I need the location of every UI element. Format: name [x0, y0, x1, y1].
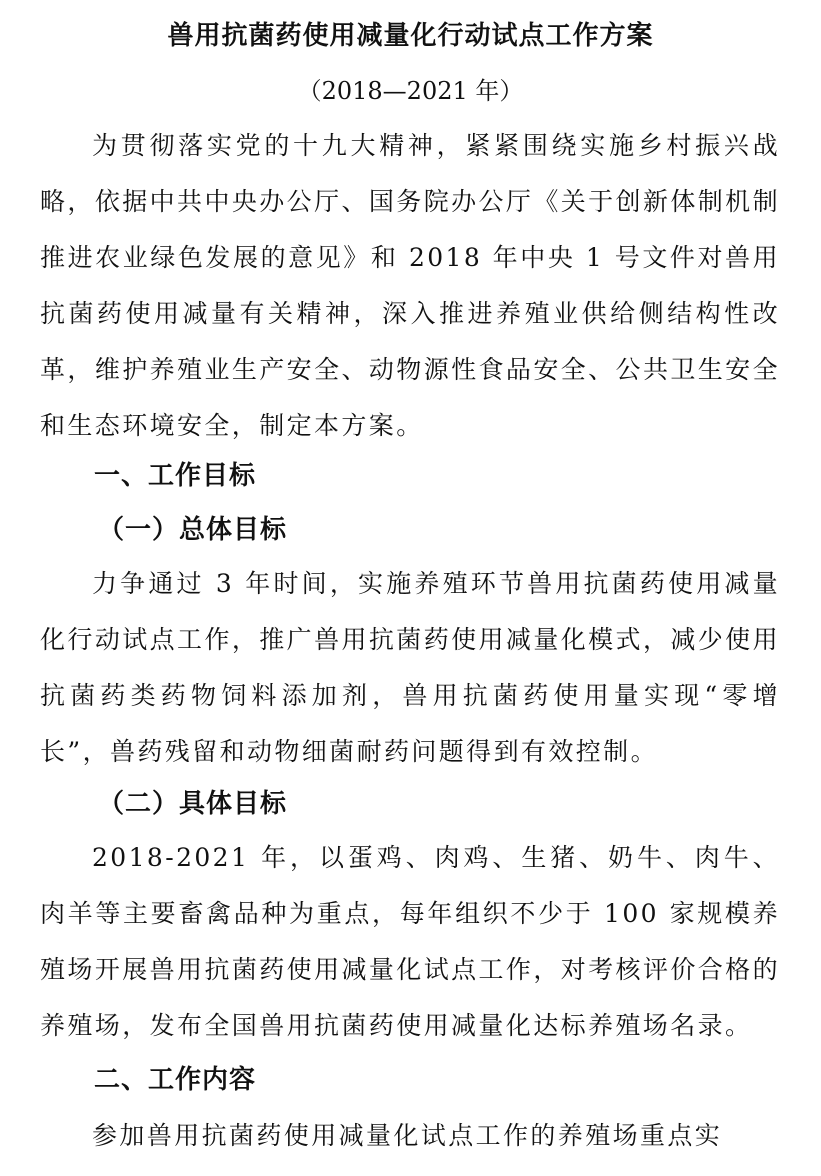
section-heading-goals: 一、工作目标	[94, 461, 257, 491]
specific-goal-paragraph: 2018-2021 年，以蛋鸡、肉鸡、生猪、奶牛、肉牛、肉羊等主要畜禽品种为重点，每年组织不少于 100 家规模养殖场开展兽用抗菌药使用减量化试点工作，对考核评价合格的养殖场，发布全国兽用抗菌药使用减量化达标养殖场名录。	[40, 843, 780, 1040]
content-paragraph: 参加兽用抗菌药使用减量化试点工作的养殖场重点实	[92, 1121, 723, 1150]
subsection-heading-overall-goal: （一）总体目标	[98, 515, 288, 545]
intro-paragraph: 为贯彻落实党的十九大精神，紧紧围绕实施乡村振兴战略，依据中共中央办公厅、国务院办公厅《关于创新体制机制推进农业绿色发展的意见》和 2018 年中央 1 号文件对兽用抗菌药使用减量有关精神，深入推进养殖业供给侧结构性改革，维护养殖业生产安全、动物源性食品安全、公共卫生安全和生态环境安全，制定本方案。	[40, 131, 780, 440]
overall-goal-paragraph: 力争通过 3 年时间，实施养殖环节兽用抗菌药使用减量化行动试点工作，推广兽用抗菌药使用减量化模式，减少使用抗菌药类药物饲料添加剂，兽用抗菌药使用量实现“零增长”，兽药残留和动物细菌耐药问题得到有效控制。	[40, 569, 780, 766]
document-subtitle: （2018—2021 年）	[297, 77, 524, 105]
section-heading-content: 二、工作内容	[94, 1065, 257, 1095]
subsection-heading-specific-goal: （二）具体目标	[98, 789, 288, 819]
document-title: 兽用抗菌药使用减量化行动试点工作方案	[167, 21, 654, 51]
